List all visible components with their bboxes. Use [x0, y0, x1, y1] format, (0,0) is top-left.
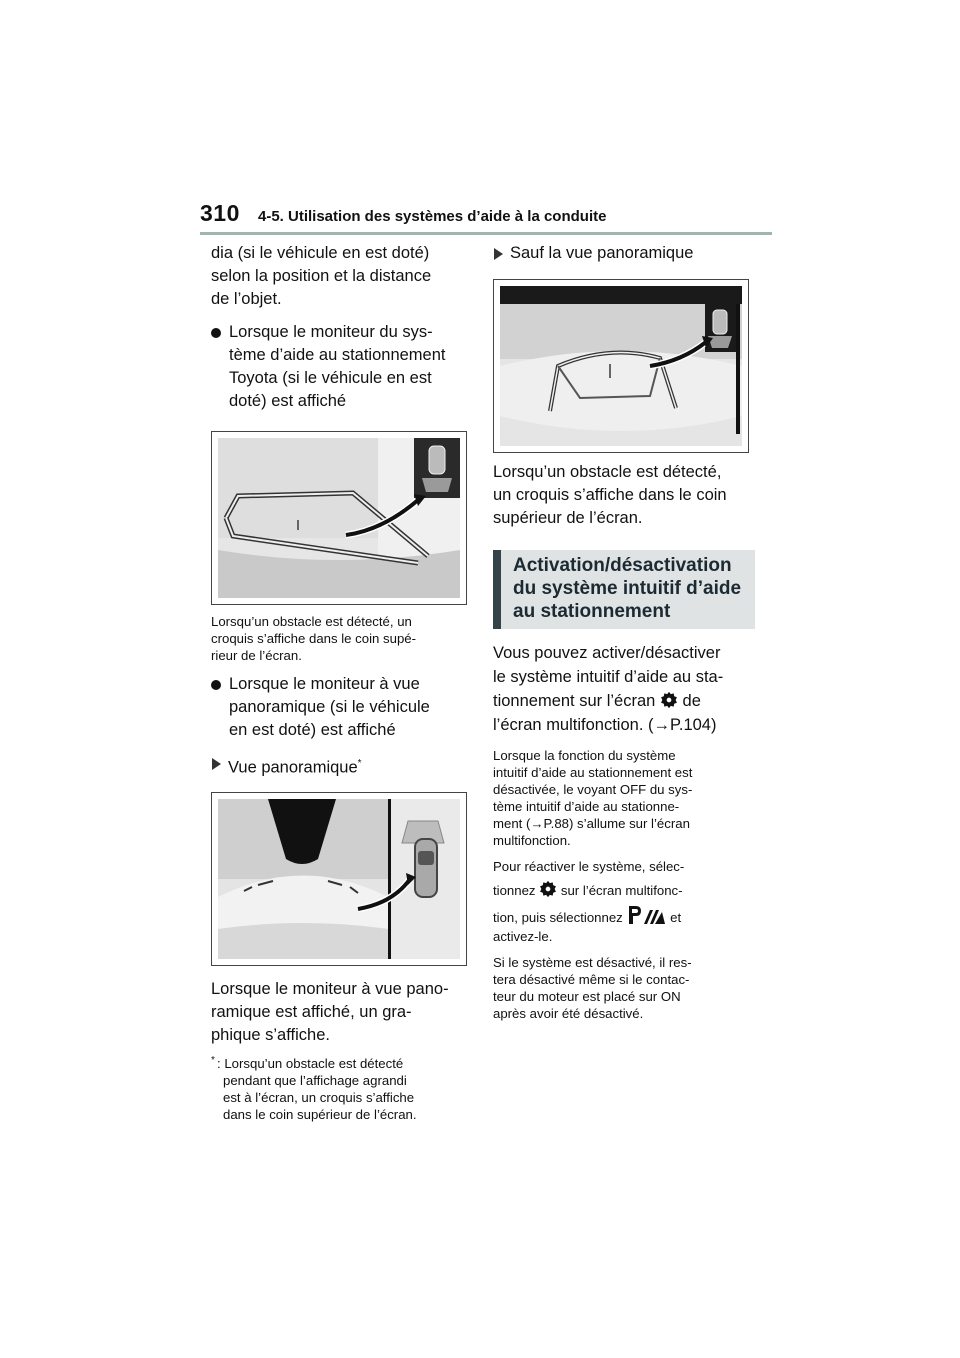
bullet-icon: [211, 328, 221, 338]
heading-line: Activation/désactivation: [513, 555, 732, 576]
text-line: dans le coin supérieur de l’écran.: [223, 1106, 417, 1122]
text-fragment: tion, puis sélectionnez: [493, 910, 623, 925]
text-line: après avoir été désactivé.: [493, 1006, 644, 1021]
text-fragment: tionnement sur l’écran: [493, 692, 656, 710]
text-line: supérieur de l’écran.: [493, 509, 643, 527]
text-line: ment (→P.88) s’allume sur l’écran: [493, 816, 690, 831]
text-line-with-icon: [493, 904, 755, 927]
bullet-icon: [211, 680, 221, 690]
text-line: en est doté) est affiché: [229, 721, 396, 739]
text-line: désactivée, le voyant OFF du sys-: [493, 782, 693, 797]
text-line: le système intuitif d’aide au sta-: [493, 668, 724, 686]
text-line: intuitif d’aide au stationnement est: [493, 765, 693, 780]
text-line: est à l’écran, un croquis s’affiche: [223, 1089, 415, 1105]
left-column: [211, 242, 473, 1123]
standard-view-text: [493, 461, 755, 530]
text-line: de l’objet.: [211, 290, 282, 308]
text-line: Lorsque le moniteur à vue pano-: [211, 979, 449, 998]
activation-paragraph: [493, 641, 755, 737]
figure-panoramic-view: [211, 792, 467, 966]
text-line: tème d’aide au stationnement: [229, 346, 446, 364]
heading-line: au stationnement: [513, 601, 671, 622]
header-rule: [200, 232, 772, 235]
text-line: Si le système est désactivé, il res-: [493, 955, 692, 970]
text-line: croquis s’affiche dans le coin supé-: [211, 631, 417, 646]
section-heading: [493, 550, 755, 629]
bullet-toyota-monitor: [211, 321, 473, 413]
heading-line: du système intuitif d’aide: [513, 578, 742, 599]
text-line: doté) est affiché: [229, 392, 347, 410]
sub-item-label: Vue panoramique: [228, 758, 358, 777]
text-line: Vous pouvez activer/désactiver: [493, 644, 721, 662]
text-fragment: et: [670, 910, 682, 925]
text-line: : Lorsqu’un obstacle est détecté: [217, 1055, 404, 1071]
text-fragment: sur l’écran multifonc-: [560, 883, 683, 898]
deactivated-note: [493, 747, 755, 849]
sub-item-except-panoramic: [493, 242, 755, 265]
text-line: un croquis s’affiche dans le coin: [493, 486, 727, 504]
section-title: 4-5. Utilisation des systèmes d’aide à la conduite: [258, 208, 607, 225]
text-line: selon la position et la distance: [211, 267, 432, 285]
text-line: ramique est affiché, un gra-: [211, 1002, 412, 1021]
text-line: Lorsque le moniteur du sys-: [229, 323, 433, 341]
text-line: Pour réactiver le système, sélec-: [493, 859, 685, 874]
figure-rear-camera: [211, 431, 467, 605]
text-line: Lorsque la fonction du système: [493, 748, 676, 763]
text-line: pendant que l’affichage agrandi: [223, 1072, 407, 1088]
triangle-bullet-icon: [212, 758, 221, 770]
persistence-note: [493, 954, 755, 1022]
bullet-panoramic-monitor: [211, 673, 473, 742]
parking-sensor-icon: [626, 904, 666, 926]
gear-icon: [539, 880, 557, 898]
footnote-marker: *: [211, 1054, 215, 1066]
text-line: phique s’affiche.: [211, 1025, 330, 1044]
figure1-caption: [211, 613, 473, 664]
right-column: [493, 242, 755, 1022]
rear-camera-illustration: [218, 438, 460, 598]
text-line: Lorsqu’un obstacle est détecté,: [493, 463, 722, 481]
page-number: 310: [200, 200, 240, 226]
text-line: Toyota (si le véhicule en est: [229, 369, 432, 387]
text-line: tera désactivé même si le contac-: [493, 972, 690, 987]
reactivate-note: [493, 857, 755, 946]
text-line-with-icon: [493, 880, 755, 900]
intro-paragraph: [211, 242, 473, 311]
triangle-bullet-icon: [494, 248, 503, 260]
sub-item-panoramic-view: [211, 752, 473, 780]
text-line: multifonction.: [493, 833, 571, 848]
panoramic-view-illustration: [218, 799, 460, 959]
text-line: Lorsque le moniteur à vue: [229, 675, 420, 693]
footnote-marker: *: [357, 758, 362, 769]
figure-standard-view: [493, 279, 749, 453]
sub-item-label: Sauf la vue panoramique: [510, 244, 694, 262]
gear-icon: [660, 691, 678, 709]
text-line: rieur de l’écran.: [211, 648, 302, 663]
panoramic-text: [211, 978, 473, 1047]
text-line: l’écran multifonction. (→P.104): [493, 716, 717, 734]
text-line: Lorsqu’un obstacle est détecté, un: [211, 614, 412, 629]
text-line: activez-le.: [493, 929, 553, 944]
text-line: dia (si le véhicule en est doté): [211, 244, 430, 262]
text-line: tème intuitif d’aide au stationne-: [493, 799, 680, 814]
standard-view-illustration: [500, 286, 742, 446]
text-fragment: tionnez: [493, 883, 536, 898]
text-line-with-icon: [493, 689, 755, 713]
text-line: teur du moteur est placé sur ON: [493, 989, 681, 1004]
footnote: [211, 1055, 473, 1123]
text-line: panoramique (si le véhicule: [229, 698, 430, 716]
text-fragment: de: [682, 692, 701, 710]
